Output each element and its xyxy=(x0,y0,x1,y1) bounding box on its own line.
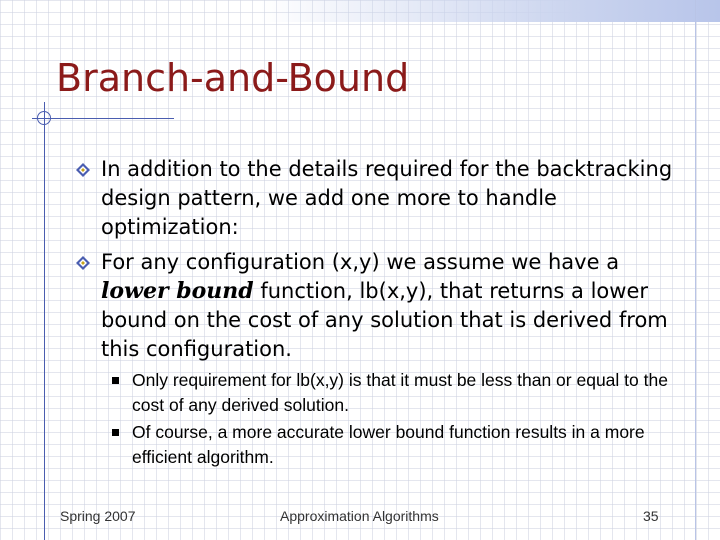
right-rule xyxy=(695,0,696,540)
square-bullet-icon xyxy=(112,377,119,384)
bullet-text-before: For any configuration (x,y) we assume we have a xyxy=(101,250,620,274)
crosshair-circle-icon xyxy=(37,111,51,125)
lower-bound-emphasis: lower bound xyxy=(101,278,254,304)
bullet-text-after: function, lb(x,y), that returns a lower bound on the cost of any solution that is derived from this configuration. xyxy=(101,279,668,361)
sub-bullet-item-1 xyxy=(112,368,682,418)
diamond-bullet-icon xyxy=(76,256,90,270)
sub-bullet-item-2 xyxy=(112,420,682,470)
footer-date: Spring 2007 xyxy=(60,508,136,524)
slide-title: Branch-and-Bound xyxy=(56,56,410,100)
diamond-bullet-icon xyxy=(76,163,90,177)
square-bullet-icon xyxy=(112,429,119,436)
footer-course-title: Approximation Algorithms xyxy=(280,508,439,524)
bullet-item-1 xyxy=(82,155,682,242)
bullet-text xyxy=(82,248,682,364)
top-gradient-band xyxy=(260,0,720,22)
sub-bullet-text: Of course, a more accurate lower bound function results in a more efficient algorithm. xyxy=(132,422,645,467)
left-vertical-rule xyxy=(44,102,45,540)
sub-bullet-text: Only requirement for lb(x,y) is that it must be less than or equal to the cost of any derived solution. xyxy=(132,370,668,415)
bullet-item-2 xyxy=(82,248,682,364)
page-number: 35 xyxy=(643,508,659,524)
title-underline-rule xyxy=(32,118,174,119)
bullet-text: In addition to the details required for the backtracking design pattern, we add one more to handle optimization: xyxy=(101,157,673,239)
